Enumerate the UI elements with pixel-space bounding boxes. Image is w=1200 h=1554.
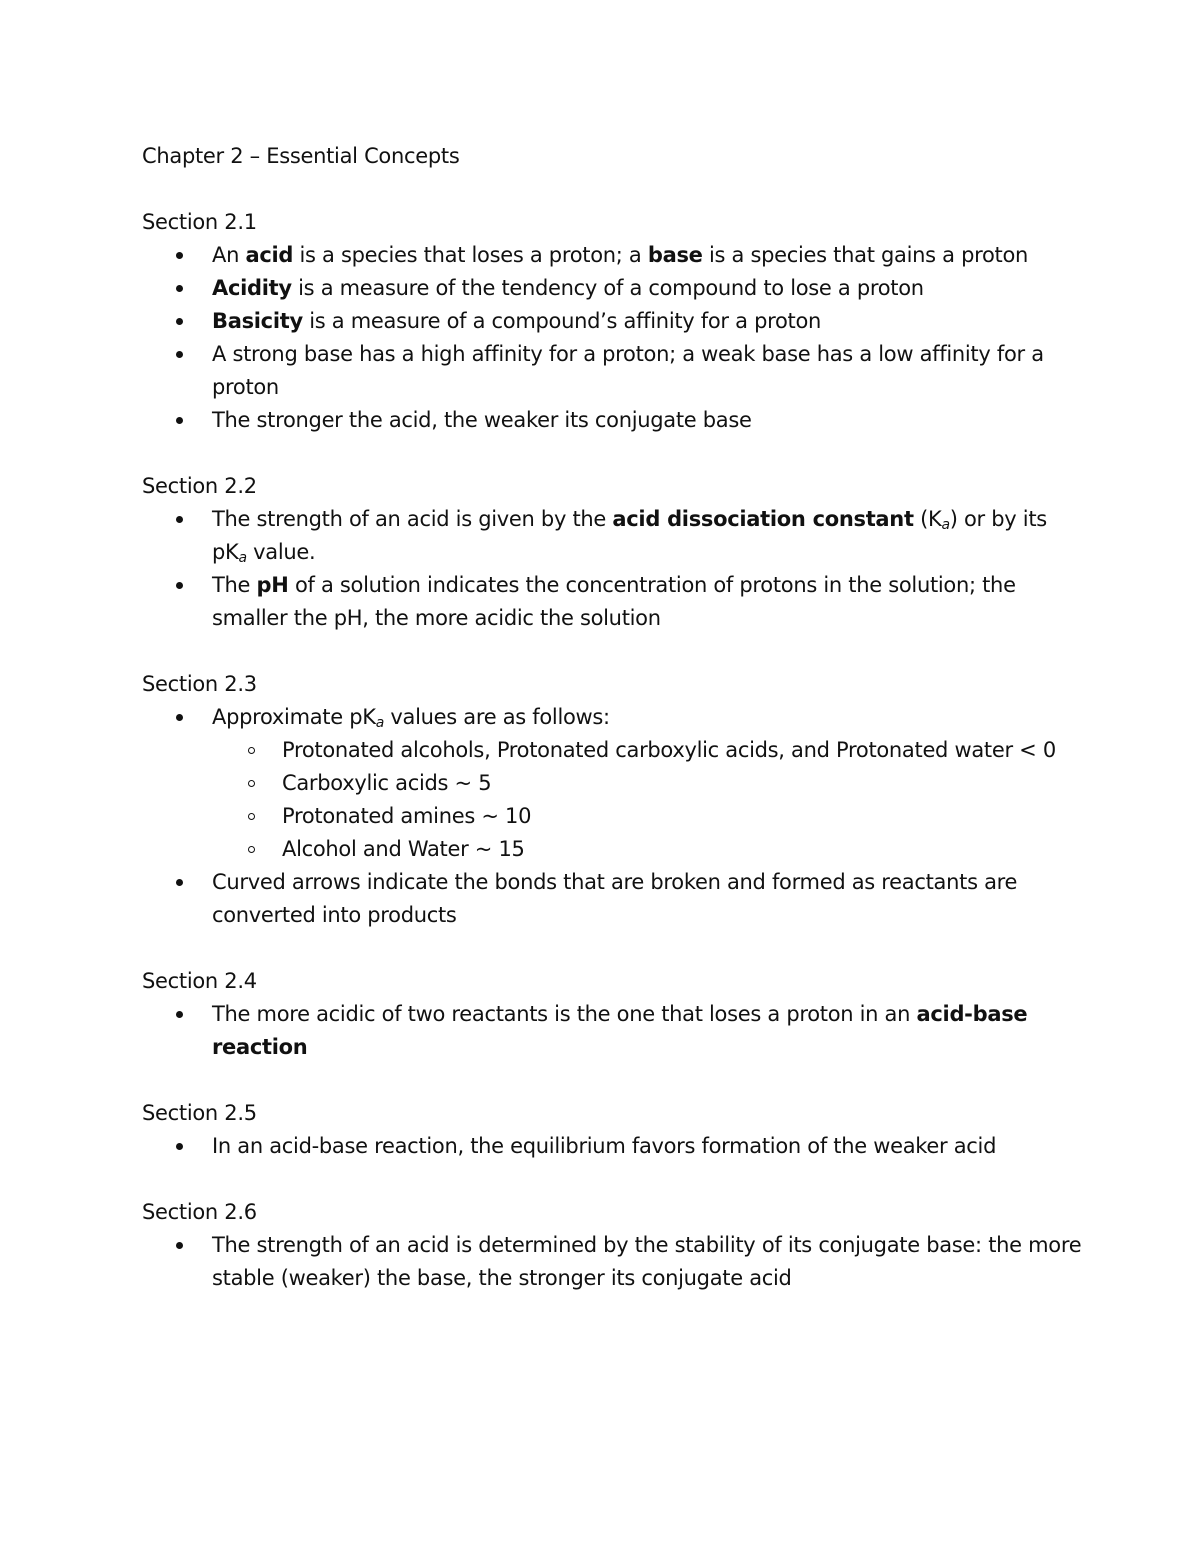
- text-run: An: [212, 243, 246, 267]
- text-run: Approximate pK: [212, 705, 376, 729]
- text-run: is a species that gains a proton: [702, 243, 1029, 267]
- term-acid-dissociation-constant: acid dissociation constant: [612, 507, 914, 531]
- list-item: [142, 866, 1082, 932]
- list-item: [142, 503, 1082, 569]
- bullet-text: The strength of an acid is determined by the stability of its conjugate base: the more stable (weaker) the base, the stronger its conjugate acid: [212, 1233, 1082, 1290]
- bullet-text: [212, 573, 1016, 630]
- bullet-text: [212, 276, 924, 300]
- text-run: is a measure of a compound’s affinity for a proton: [302, 309, 822, 333]
- circle-bullet-icon: [248, 813, 255, 820]
- bullet-icon: [176, 417, 183, 424]
- bullet-text: The stronger the acid, the weaker its conjugate base: [212, 408, 752, 432]
- sub-item-text: Carboxylic acids ~ 5: [282, 771, 492, 795]
- sub-list-item: [212, 767, 1082, 800]
- sub-item-text: Protonated alcohols, Protonated carboxylic acids, and Protonated water < 0: [282, 738, 1056, 762]
- bullet-icon: [176, 252, 183, 259]
- list-item: [142, 701, 1082, 866]
- text-run: values are as follows:: [384, 705, 610, 729]
- term-base: base: [647, 243, 703, 267]
- section-2-1: [142, 206, 1082, 437]
- bullet-list: [142, 998, 1082, 1064]
- subscript: a: [941, 517, 950, 533]
- section-heading: Section 2.2: [142, 474, 257, 498]
- list-item: [142, 338, 1082, 404]
- list-item: [142, 305, 1082, 338]
- bullet-icon: [176, 1143, 183, 1150]
- section-heading: Section 2.5: [142, 1101, 257, 1125]
- list-item: [142, 239, 1082, 272]
- text-run: (K: [913, 507, 942, 531]
- text-run: The strength of an acid is given by the: [212, 507, 613, 531]
- bullet-list: [142, 701, 1082, 932]
- sub-item-text: Alcohol and Water ~ 15: [282, 837, 525, 861]
- bullet-text: [212, 309, 821, 333]
- term-acid-base-reaction: acid-base reaction: [212, 1002, 1028, 1059]
- section-heading: Section 2.1: [142, 210, 257, 234]
- bullet-list: [142, 503, 1082, 635]
- bullet-text: [212, 1002, 1027, 1059]
- section-2-4: [142, 965, 1082, 1064]
- bullet-icon: [176, 582, 183, 589]
- text-run: ) or by its pK: [212, 507, 1047, 564]
- text-run: The more acidic of two reactants is the one that loses a proton in an: [212, 1002, 917, 1026]
- sub-list-item: [212, 734, 1082, 767]
- bullet-text: [212, 243, 1028, 267]
- bullet-text: [212, 705, 610, 729]
- section-2-6: [142, 1196, 1082, 1295]
- text-run: is a species that loses a proton; a: [293, 243, 648, 267]
- section-2-2: [142, 470, 1082, 635]
- bullet-icon: [176, 516, 183, 523]
- circle-bullet-icon: [248, 780, 255, 787]
- list-item: [142, 1130, 1082, 1163]
- list-item: [142, 404, 1082, 437]
- bullet-icon: [176, 714, 183, 721]
- document-title: Chapter 2 – Essential Concepts: [142, 144, 460, 168]
- term-ph: pH: [256, 573, 289, 597]
- list-item: [142, 998, 1082, 1064]
- bullet-icon: [176, 285, 183, 292]
- list-item: [142, 569, 1082, 635]
- bullet-text: A strong base has a high affinity for a proton; a weak base has a low affinity for a proton: [212, 342, 1044, 399]
- term-basicity: Basicity: [212, 309, 303, 333]
- list-item: [142, 272, 1082, 305]
- circle-bullet-icon: [248, 846, 255, 853]
- bullet-icon: [176, 1011, 183, 1018]
- sub-list-item: [212, 833, 1082, 866]
- section-heading: Section 2.4: [142, 969, 257, 993]
- document-body: [142, 140, 1082, 1295]
- sub-item-text: Protonated amines ~ 10: [282, 804, 532, 828]
- text-run: of a solution indicates the concentration of protons in the solution; the smaller the pH, the more acidic the solution: [212, 573, 1016, 630]
- bullet-icon: [176, 318, 183, 325]
- list-item: [142, 1229, 1082, 1295]
- term-acid: acid: [245, 243, 294, 267]
- term-acidity: Acidity: [212, 276, 292, 300]
- section-2-5: [142, 1097, 1082, 1163]
- section-heading: Section 2.3: [142, 672, 257, 696]
- circle-bullet-icon: [248, 747, 255, 754]
- sub-list: [212, 734, 1082, 866]
- bullet-text: [212, 507, 1047, 564]
- bullet-list: [142, 1130, 1082, 1163]
- bullet-list: [142, 239, 1082, 437]
- section-2-3: [142, 668, 1082, 932]
- text-run: value.: [246, 540, 316, 564]
- bullet-icon: [176, 879, 183, 886]
- sub-list-item: [212, 800, 1082, 833]
- section-heading: Section 2.6: [142, 1200, 257, 1224]
- bullet-text: Curved arrows indicate the bonds that are broken and formed as reactants are converted into products: [212, 870, 1018, 927]
- bullet-list: [142, 1229, 1082, 1295]
- text-run: The: [212, 573, 257, 597]
- text-run: is a measure of the tendency of a compound to lose a proton: [291, 276, 924, 300]
- bullet-icon: [176, 351, 183, 358]
- bullet-icon: [176, 1242, 183, 1249]
- subscript: a: [375, 715, 384, 731]
- subscript: a: [238, 550, 247, 566]
- bullet-text: In an acid-base reaction, the equilibrium favors formation of the weaker acid: [212, 1134, 997, 1158]
